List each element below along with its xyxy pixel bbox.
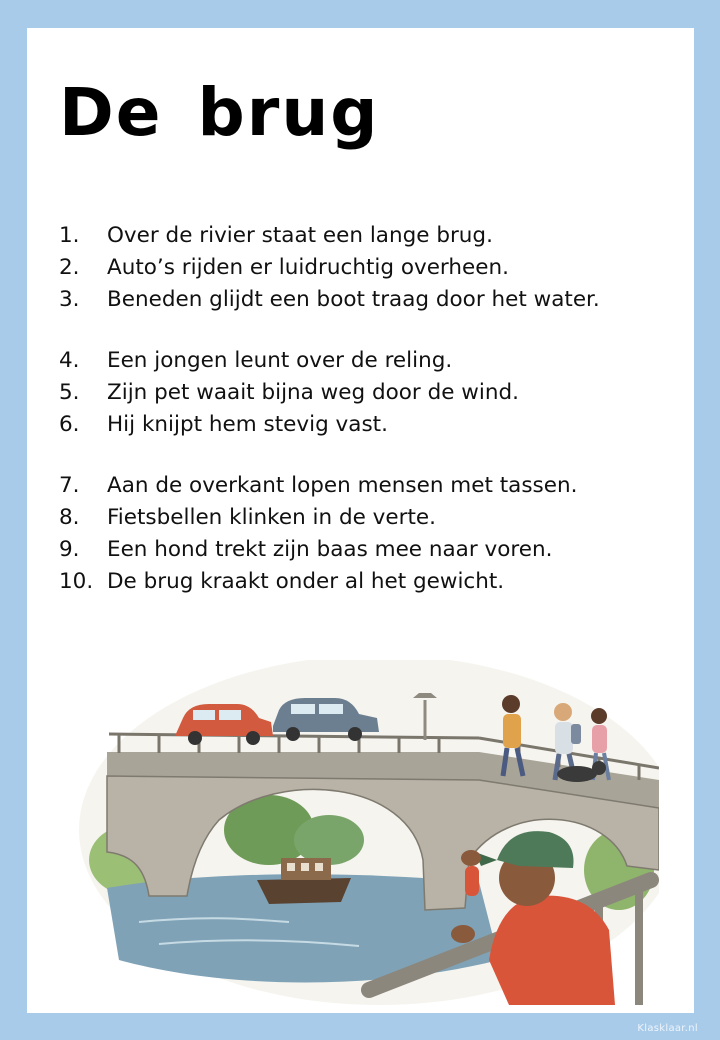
tree-center-2 bbox=[294, 815, 364, 865]
sentence-number: 3. bbox=[59, 287, 80, 312]
sentence-number: 8. bbox=[59, 505, 80, 530]
bridge-illustration bbox=[79, 660, 659, 1005]
sentence-item bbox=[59, 380, 689, 412]
sentence-text: Hij knijpt hem stevig vast. bbox=[107, 412, 388, 437]
sentence-number: 7. bbox=[59, 473, 80, 498]
sentence-item bbox=[59, 537, 689, 569]
sentence-item bbox=[59, 348, 689, 380]
sentence-number: 1. bbox=[59, 223, 80, 248]
sentence-text: Over de rivier staat een lange brug. bbox=[107, 223, 493, 248]
sentence-number: 5. bbox=[59, 380, 80, 405]
sentence-text: Auto’s rijden er luidruchtig overheen. bbox=[107, 255, 509, 280]
sentence-text: Aan de overkant lopen mensen met tassen. bbox=[107, 473, 578, 498]
footer-credit: Klasklaar.nl bbox=[637, 1023, 698, 1034]
sentence-text: Beneden glijdt een boot traag door het water. bbox=[107, 287, 600, 312]
sentence-item bbox=[59, 505, 689, 537]
sentence-text: De brug kraakt onder al het gewicht. bbox=[107, 569, 505, 594]
sentence-item bbox=[59, 473, 689, 505]
sentence-text: Een hond trekt zijn baas mee naar voren. bbox=[107, 537, 553, 562]
sentence-text: Zijn pet waait bijna weg door de wind. bbox=[107, 380, 519, 405]
sentence-item bbox=[59, 255, 689, 287]
sentence-number: 2. bbox=[59, 255, 80, 280]
sentence-item bbox=[59, 569, 689, 601]
sentence-text: Fietsbellen klinken in de verte. bbox=[107, 505, 436, 530]
hand-holding-cap bbox=[461, 850, 481, 866]
sentence-number: 9. bbox=[59, 537, 80, 562]
sentence-number: 10. bbox=[59, 569, 94, 594]
sentence-number: 4. bbox=[59, 348, 80, 373]
worksheet-card bbox=[27, 28, 694, 1013]
sentence-text: Een jongen leunt over de reling. bbox=[107, 348, 453, 373]
sentence-item bbox=[59, 412, 689, 444]
sentence-number: 6. bbox=[59, 412, 80, 437]
sentence-list bbox=[59, 223, 689, 601]
page-title: De brug bbox=[59, 74, 380, 151]
sentence-item bbox=[59, 223, 689, 255]
sentence-item bbox=[59, 287, 689, 319]
